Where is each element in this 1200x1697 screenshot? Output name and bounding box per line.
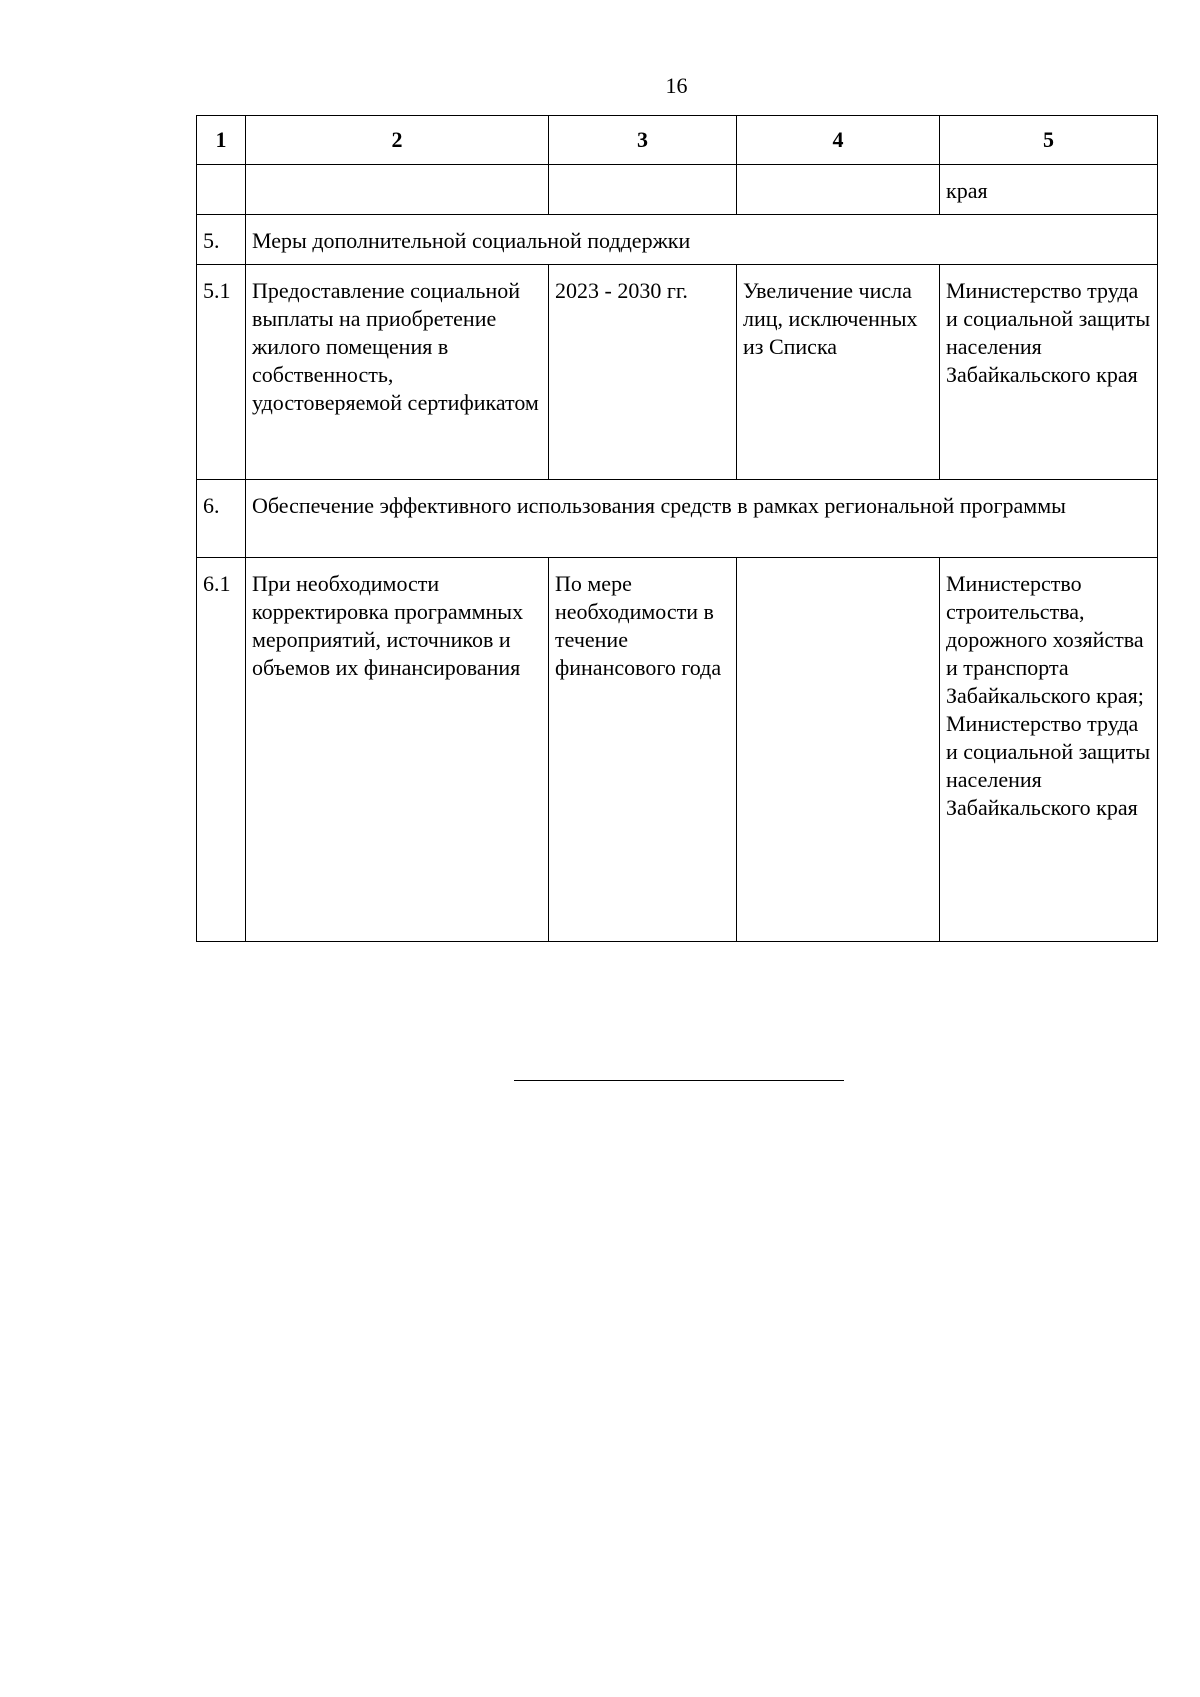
section-title: Обеспечение эффективного использования средств в рамках региональной программы	[246, 480, 1158, 558]
column-header-2: 2	[246, 116, 549, 165]
end-separator-line	[514, 1080, 844, 1081]
cell-result: Увеличение числа лиц, исключенных из Списка	[737, 265, 940, 480]
cell-number: 5.1	[197, 265, 246, 480]
column-header-4: 4	[737, 116, 940, 165]
table-row-6-1	[197, 558, 1158, 942]
cell-period: 2023 - 2030 гг.	[549, 265, 737, 480]
table-row-5-1	[197, 265, 1158, 480]
cell-number: 6.1	[197, 558, 246, 942]
section-title: Меры дополнительной социальной поддержки	[246, 215, 1158, 265]
column-header-3: 3	[549, 116, 737, 165]
table-header-row	[197, 116, 1158, 165]
cell-measure: Предоставление социальной выплаты на приобретение жилого помещения в собственность, удостоверяемой сертификатом	[246, 265, 549, 480]
cell-measure: При необходимости корректировка программных мероприятий, источников и объемов их финансирования	[246, 558, 549, 942]
column-header-5: 5	[940, 116, 1158, 165]
section-number: 5.	[197, 215, 246, 265]
section-row-5	[197, 215, 1158, 265]
cell-number	[197, 165, 246, 215]
page-number: 16	[665, 73, 688, 98]
table-row-continuation	[197, 165, 1158, 215]
cell-result	[737, 165, 940, 215]
cell-responsible: Министерство труда и социальной защиты населения Забайкальского края	[940, 265, 1158, 480]
cell-period: По мере необходимости в течение финансового года	[549, 558, 737, 942]
cell-period	[549, 165, 737, 215]
section-row-6	[197, 480, 1158, 558]
column-header-1: 1	[197, 116, 246, 165]
cell-responsible: края	[940, 165, 1158, 215]
measures-table	[196, 115, 1158, 942]
cell-responsible: Министерство строительства, дорожного хозяйства и транспорта Забайкальского края; Министерство труда и социальной защиты населения Забайкальского края	[940, 558, 1158, 942]
cell-result	[737, 558, 940, 942]
section-number: 6.	[197, 480, 246, 558]
cell-measure	[246, 165, 549, 215]
